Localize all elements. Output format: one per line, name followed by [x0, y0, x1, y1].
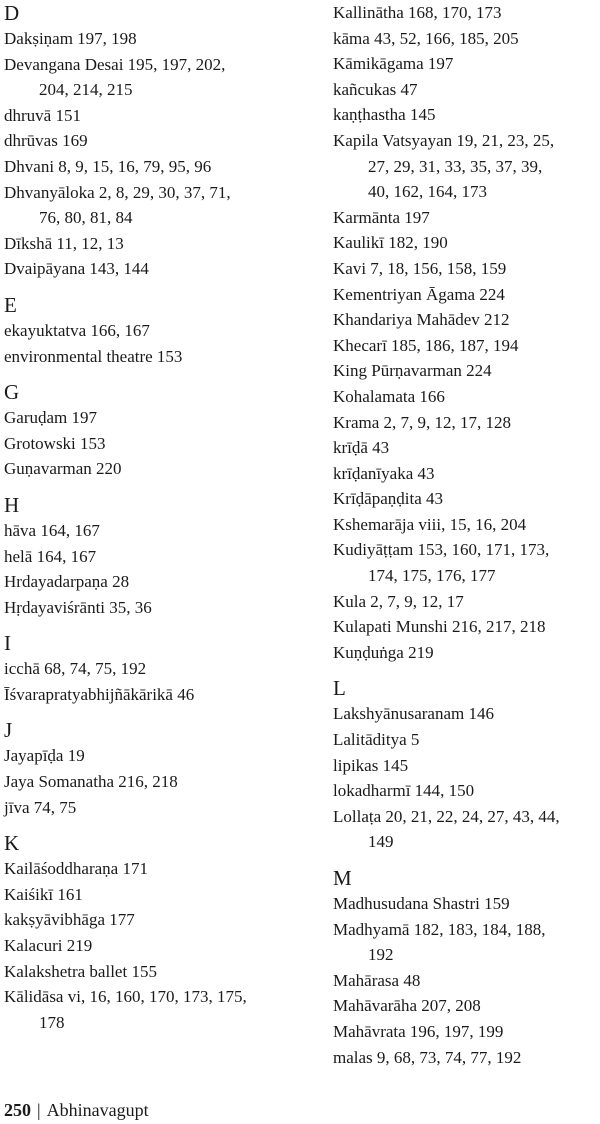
- section-letter: M: [333, 866, 352, 890]
- index-entry: hāva 164, 167: [4, 520, 100, 540]
- index-entry: krīḍanīyaka 43: [333, 463, 435, 483]
- index-entry: Kaulikī 182, 190: [333, 233, 448, 253]
- page-number: 250: [4, 1100, 31, 1120]
- index-entry: King Pūrṇavarman 224: [333, 361, 492, 381]
- index-entry: helā 164, 167: [4, 546, 97, 566]
- index-entry: Lollaṭa 20, 21, 22, 24, 27, 43, 44,: [333, 806, 560, 826]
- index-entry-continuation: 149: [368, 832, 394, 852]
- index-entry: Dhvanyāloka 2, 8, 29, 30, 37, 71,: [4, 182, 231, 202]
- index-entry: Krīḍāpaṇḍita 43: [333, 489, 443, 509]
- section-letter: D: [4, 1, 20, 25]
- index-entry: kañcukas 47: [333, 79, 418, 99]
- section-letter: E: [4, 292, 17, 317]
- index-entry: Garuḍam 197: [4, 408, 98, 428]
- section-gap: [4, 707, 322, 717]
- index-entry: kaṇṭhastha 145: [333, 105, 436, 125]
- index-entry: Īśvarapratyabhijñākārikā 46: [4, 684, 195, 704]
- section-gap: [4, 282, 322, 292]
- index-entry: Mahārasa 48: [333, 970, 421, 990]
- index-entry: Kavi 7, 18, 156, 158, 159: [333, 258, 507, 278]
- index-entry: Grotowski 153: [4, 433, 106, 453]
- index-entry: icchā 68, 74, 75, 192: [4, 659, 147, 679]
- index-entry: Kallinātha 168, 170, 173: [333, 3, 502, 22]
- index-entry: ekayuktatva 166, 167: [4, 320, 150, 340]
- section-gap: [4, 369, 322, 379]
- index-entry-continuation: 174, 175, 176, 177: [368, 566, 496, 586]
- index-entry: Kālidāsa vi, 16, 160, 170, 173, 175,: [4, 987, 247, 1007]
- index-entry: Kapila Vatsyayan 19, 21, 23, 25,: [333, 130, 555, 150]
- index-entry: lokadharmī 144, 150: [333, 781, 475, 801]
- index-entry: Kulapati Munshi 216, 217, 218: [333, 617, 546, 637]
- index-entry: Khandariya Mahādev 212: [333, 310, 510, 330]
- index-entry: Devangana Desai 195, 197, 202,: [4, 54, 226, 74]
- section-letter: G: [4, 380, 20, 405]
- index-entry: Kula 2, 7, 9, 12, 17: [333, 591, 464, 611]
- index-entry: kakṣyāvibhāga 177: [4, 910, 135, 930]
- section-letter: L: [333, 676, 346, 701]
- index-entry: Jaya Somanatha 216, 218: [4, 772, 178, 792]
- index-entry: Karmānta 197: [333, 207, 430, 227]
- index-entry-continuation: 76, 80, 81, 84: [39, 208, 133, 228]
- index-entry-continuation: 204, 214, 215: [39, 80, 133, 100]
- section-letter: J: [4, 718, 13, 743]
- index-entry-continuation: 27, 29, 31, 33, 35, 37, 39,: [368, 156, 543, 176]
- index-entry: Madhusudana Shastri 159: [333, 894, 510, 913]
- index-entry: Kuṇḍuṅga 219: [333, 642, 434, 662]
- index-entry: Mahāvrata 196, 197, 199: [333, 1021, 504, 1041]
- index-entry: Kaiśikī 161: [4, 884, 83, 904]
- section-letter: H: [4, 492, 20, 517]
- index-entry: lipikas 145: [333, 755, 409, 775]
- index-entry: Kshemarāja viii, 15, 16, 204: [333, 514, 527, 534]
- index-entry: Kudiyāṭṭam 153, 160, 171, 173,: [333, 540, 550, 560]
- index-entry: Madhyamā 182, 183, 184, 188,: [333, 919, 546, 939]
- index-entry: dhruvā 151: [4, 105, 81, 125]
- index-entry: Krama 2, 7, 9, 12, 17, 128: [333, 412, 512, 432]
- page-footer: [4, 1098, 149, 1122]
- index-entry: Dvaipāyana 143, 144: [4, 259, 149, 279]
- index-entry: Guṇavarman 220: [4, 459, 122, 479]
- book-title: Abhinavagupt: [46, 1100, 149, 1120]
- index-entry: Khecarī 185, 186, 187, 194: [333, 335, 519, 355]
- index-entry: Kementriyan Āgama 224: [333, 284, 505, 304]
- index-entry: dhrūvas 169: [4, 131, 88, 151]
- section-gap: [4, 620, 322, 630]
- index-entry-continuation: 40, 162, 164, 173: [368, 182, 487, 202]
- index-entry: Hrdayadarpaṇa 28: [4, 572, 130, 592]
- section-gap: [4, 820, 322, 830]
- index-column-left: [4, 0, 322, 1035]
- section-gap: [4, 482, 322, 492]
- index-column-right: [333, 0, 598, 1070]
- index-entry: Kailāśoddharaṇa 171: [4, 859, 148, 879]
- index-entry: Dakṣiṇam 197, 198: [4, 29, 137, 48]
- index-entry: Hṛdayaviśrānti 35, 36: [4, 597, 152, 617]
- section-letter: K: [4, 831, 20, 856]
- index-entry: jīva 74, 75: [4, 797, 77, 817]
- index-entry: malas 9, 68, 73, 74, 77, 192: [333, 1047, 522, 1067]
- section-gap: [333, 855, 598, 865]
- index-entry: krīḍā 43: [333, 438, 390, 458]
- footer-separator: |: [37, 1100, 41, 1120]
- index-entry: Mahāvarāha 207, 208: [333, 996, 481, 1016]
- index-entry: Lalitāditya 5: [333, 730, 420, 750]
- index-entry: Kalacuri 219: [4, 936, 93, 956]
- index-entry: Kohalamata 166: [333, 386, 445, 406]
- index-entry: Lakshyānusaranam 146: [333, 704, 494, 724]
- section-letter: I: [4, 631, 11, 656]
- index-entry: Dhvani 8, 9, 15, 16, 79, 95, 96: [4, 156, 212, 176]
- index-entry: kāma 43, 52, 166, 185, 205: [333, 28, 519, 48]
- index-entry-continuation: 178: [39, 1012, 65, 1032]
- section-gap: [333, 665, 598, 675]
- index-entry: Kāmikāgama 197: [333, 54, 454, 74]
- index-entry: Dīkshā 11, 12, 13: [4, 233, 124, 253]
- index-entry: Jayapīḍa 19: [4, 746, 85, 766]
- index-entry: environmental theatre 153: [4, 346, 183, 366]
- index-entry: Kalakshetra ballet 155: [4, 961, 157, 981]
- index-entry-continuation: 192: [368, 945, 394, 965]
